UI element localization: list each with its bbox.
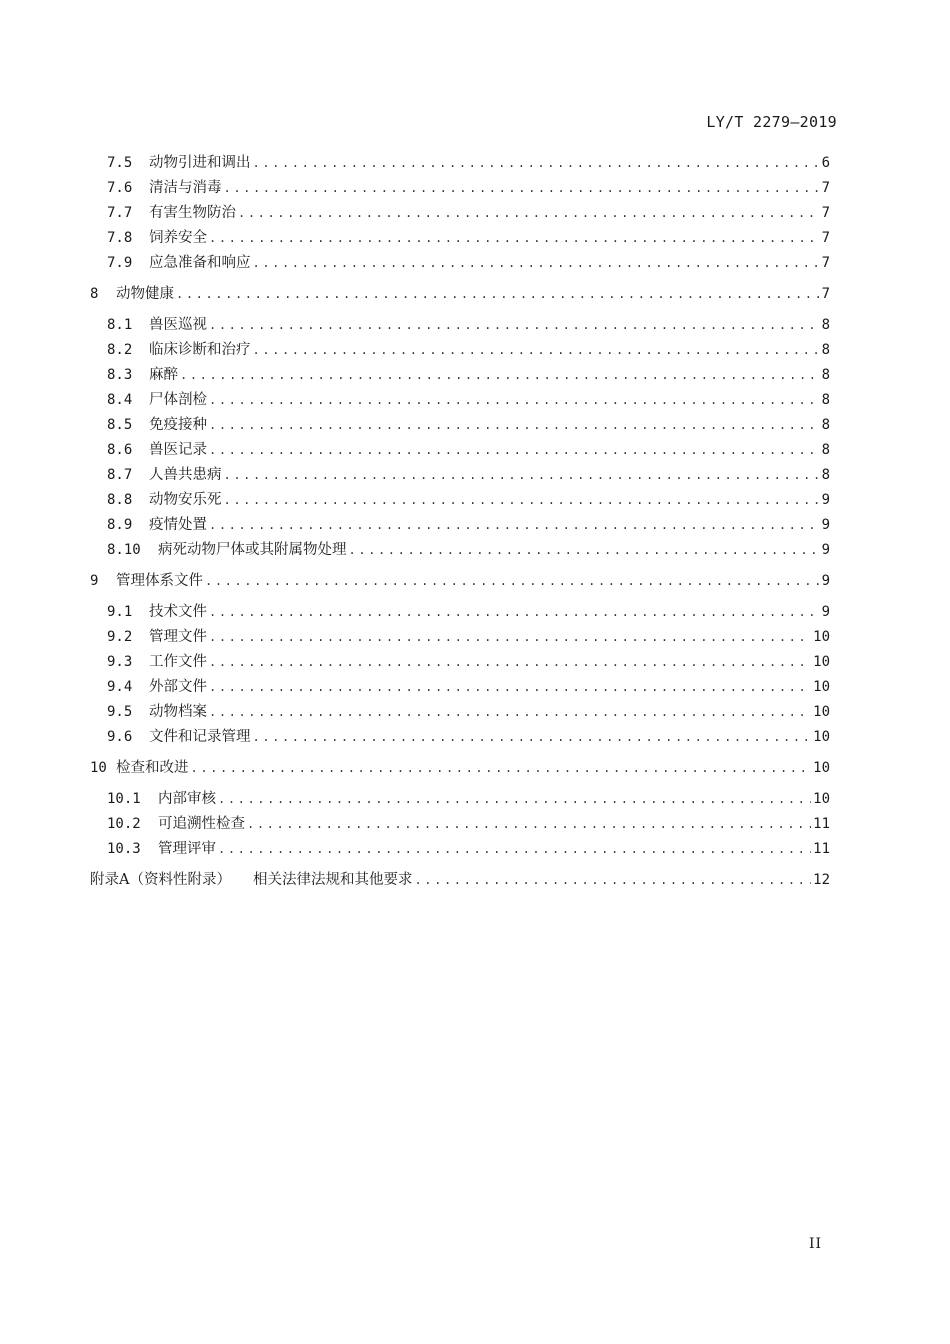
toc-entry[interactable]	[90, 413, 830, 438]
toc-entry-title: 麻醉	[149, 367, 178, 383]
toc-entry-page: 10	[813, 704, 830, 720]
toc-leader-dots	[224, 176, 820, 201]
toc-entry-number: 8.2	[107, 342, 133, 358]
toc-entry-title: 病死动物尸体或其附属物处理	[158, 542, 347, 558]
toc-leader-dots	[209, 388, 820, 413]
toc-entry-number: 9.5	[107, 704, 133, 720]
toc-entry-number: 7.8	[107, 230, 133, 246]
toc-entry[interactable]	[90, 251, 830, 276]
toc-entry-page: 9	[821, 573, 830, 589]
toc-entry[interactable]	[90, 313, 830, 338]
document-code: LY/T 2279—2019	[706, 113, 837, 131]
toc-entry-number: 10	[90, 760, 107, 776]
toc-entry[interactable]	[90, 756, 830, 781]
table-of-contents	[90, 151, 830, 899]
toc-entry-page: 9	[821, 517, 830, 533]
toc-leader-dots	[209, 625, 811, 650]
toc-leader-dots	[209, 226, 820, 251]
toc-entry-number: 8.9	[107, 517, 133, 533]
toc-entry-number: 8.6	[107, 442, 133, 458]
toc-entry[interactable]	[90, 338, 830, 363]
toc-entry-number: 附录A（资料性附录）	[90, 872, 231, 888]
toc-leader-dots	[209, 700, 811, 725]
toc-leader-dots	[253, 338, 820, 363]
toc-entry-page: 10	[813, 729, 830, 745]
toc-entry-title: 可追溯性检查	[158, 816, 245, 832]
toc-entry-title: 检查和改进	[116, 760, 189, 776]
toc-leader-dots	[218, 787, 811, 812]
toc-entry-number: 10.2	[107, 816, 141, 832]
toc-entry[interactable]	[90, 463, 830, 488]
toc-entry[interactable]	[90, 151, 830, 176]
toc-leader-dots	[224, 463, 820, 488]
toc-entry-number: 8.7	[107, 467, 133, 483]
toc-leader-dots	[253, 725, 812, 750]
toc-entry-page: 10	[813, 791, 830, 807]
toc-entry-number: 9.2	[107, 629, 133, 645]
toc-leader-dots	[205, 569, 820, 594]
toc-entry[interactable]	[90, 388, 830, 413]
toc-entry-page: 10	[813, 629, 830, 645]
toc-entry-title: 文件和记录管理	[149, 729, 251, 745]
toc-entry-title: 人兽共患病	[149, 467, 222, 483]
toc-entry-title: 管理文件	[149, 629, 207, 645]
toc-leader-dots	[238, 201, 820, 226]
toc-entry-page: 11	[813, 816, 830, 832]
toc-entry-title: 免疫接种	[149, 417, 207, 433]
toc-entry[interactable]	[90, 700, 830, 725]
toc-leader-dots	[253, 251, 820, 276]
toc-entry[interactable]	[90, 438, 830, 463]
toc-entry-page: 11	[813, 841, 830, 857]
toc-leader-dots	[191, 756, 812, 781]
toc-entry-title: 外部文件	[149, 679, 207, 695]
toc-leader-dots	[209, 313, 820, 338]
toc-entry-page: 8	[821, 467, 830, 483]
toc-leader-dots	[224, 488, 820, 513]
toc-entry-title: 饲养安全	[149, 230, 207, 246]
toc-entry-page: 9	[821, 604, 830, 620]
toc-entry-number: 8.1	[107, 317, 133, 333]
toc-entry[interactable]	[90, 812, 830, 837]
toc-entry-title: 工作文件	[149, 654, 207, 670]
toc-entry-title: 疫情处置	[149, 517, 207, 533]
toc-entry-number: 9	[90, 573, 99, 589]
toc-entry-page: 8	[821, 442, 830, 458]
toc-leader-dots	[209, 413, 820, 438]
toc-leader-dots	[414, 868, 811, 893]
toc-entry-page: 12	[813, 872, 830, 888]
toc-entry-title: 临床诊断和治疗	[149, 342, 251, 358]
toc-entry-number: 9.4	[107, 679, 133, 695]
toc-entry[interactable]	[90, 363, 830, 388]
toc-entry-page: 9	[821, 492, 830, 508]
toc-entry-title: 技术文件	[149, 604, 207, 620]
toc-entry-title: 管理体系文件	[116, 573, 203, 589]
toc-entry-number: 7.5	[107, 155, 133, 171]
toc-leader-dots	[209, 675, 811, 700]
toc-entry-number: 8.3	[107, 367, 133, 383]
toc-leader-dots	[253, 151, 820, 176]
toc-entry-number: 10.1	[107, 791, 141, 807]
toc-entry-title: 管理评审	[158, 841, 216, 857]
toc-entry-page: 7	[821, 180, 830, 196]
toc-entry-page: 7	[821, 286, 830, 302]
toc-entry[interactable]	[90, 625, 830, 650]
toc-leader-dots	[209, 513, 820, 538]
toc-entry-number: 8.5	[107, 417, 133, 433]
toc-entry[interactable]	[90, 600, 830, 625]
toc-entry-page: 8	[821, 392, 830, 408]
toc-entry-page: 7	[821, 255, 830, 271]
toc-entry-number: 10.3	[107, 841, 141, 857]
toc-entry-title: 内部审核	[158, 791, 216, 807]
toc-entry-title: 清洁与消毒	[149, 180, 222, 196]
toc-entry[interactable]	[90, 650, 830, 675]
toc-entry[interactable]	[90, 282, 830, 307]
toc-entry[interactable]	[90, 513, 830, 538]
toc-entry-page: 10	[813, 654, 830, 670]
toc-leader-dots	[209, 650, 811, 675]
toc-entry-title: 兽医记录	[149, 442, 207, 458]
toc-entry-page: 7	[821, 205, 830, 221]
toc-entry-number: 7.6	[107, 180, 133, 196]
toc-entry-number: 7.9	[107, 255, 133, 271]
toc-leader-dots	[218, 837, 811, 862]
toc-entry-title: 尸体剖检	[149, 392, 207, 408]
toc-entry-page: 8	[821, 417, 830, 433]
toc-entry-number: 8.4	[107, 392, 133, 408]
toc-entry[interactable]	[90, 538, 830, 563]
toc-entry-title: 动物安乐死	[149, 492, 222, 508]
toc-entry-number: 8.10	[107, 542, 141, 558]
toc-entry-page: 6	[821, 155, 830, 171]
toc-entry[interactable]	[90, 787, 830, 812]
toc-entry-title: 兽医巡视	[149, 317, 207, 333]
toc-entry-page: 8	[821, 317, 830, 333]
toc-entry-number: 8.8	[107, 492, 133, 508]
toc-entry[interactable]	[90, 675, 830, 700]
toc-entry-number: 9.3	[107, 654, 133, 670]
toc-entry-number: 9.1	[107, 604, 133, 620]
toc-entry-title: 动物健康	[116, 286, 174, 302]
toc-entry[interactable]	[90, 226, 830, 251]
toc-entry-page: 10	[813, 760, 830, 776]
toc-entry-page: 7	[821, 230, 830, 246]
toc-entry[interactable]	[90, 488, 830, 513]
toc-entry-number: 8	[90, 286, 99, 302]
toc-leader-dots	[180, 363, 820, 388]
toc-entry-title: 有害生物防治	[149, 205, 236, 221]
toc-entry-page: 9	[821, 542, 830, 558]
toc-entry-title: 应急准备和响应	[149, 255, 251, 271]
toc-entry-page: 8	[821, 367, 830, 383]
toc-entry-number: 7.7	[107, 205, 133, 221]
toc-entry[interactable]	[90, 837, 830, 862]
toc-entry[interactable]	[90, 725, 830, 750]
toc-leader-dots	[247, 812, 811, 837]
toc-entry[interactable]	[90, 868, 830, 893]
toc-entry-page: 8	[821, 342, 830, 358]
toc-entry-title: 相关法律法规和其他要求	[252, 872, 413, 888]
toc-entry[interactable]	[90, 569, 830, 594]
page-number: II	[808, 1236, 822, 1252]
toc-entry-title: 动物档案	[149, 704, 207, 720]
toc-leader-dots	[209, 438, 820, 463]
toc-entry-page: 10	[813, 679, 830, 695]
toc-leader-dots	[349, 538, 820, 563]
toc-entry-title: 动物引进和调出	[149, 155, 251, 171]
toc-entry-number: 9.6	[107, 729, 133, 745]
toc-leader-dots	[209, 600, 820, 625]
toc-entry[interactable]	[90, 201, 830, 226]
toc-entry[interactable]	[90, 176, 830, 201]
toc-leader-dots	[176, 282, 820, 307]
